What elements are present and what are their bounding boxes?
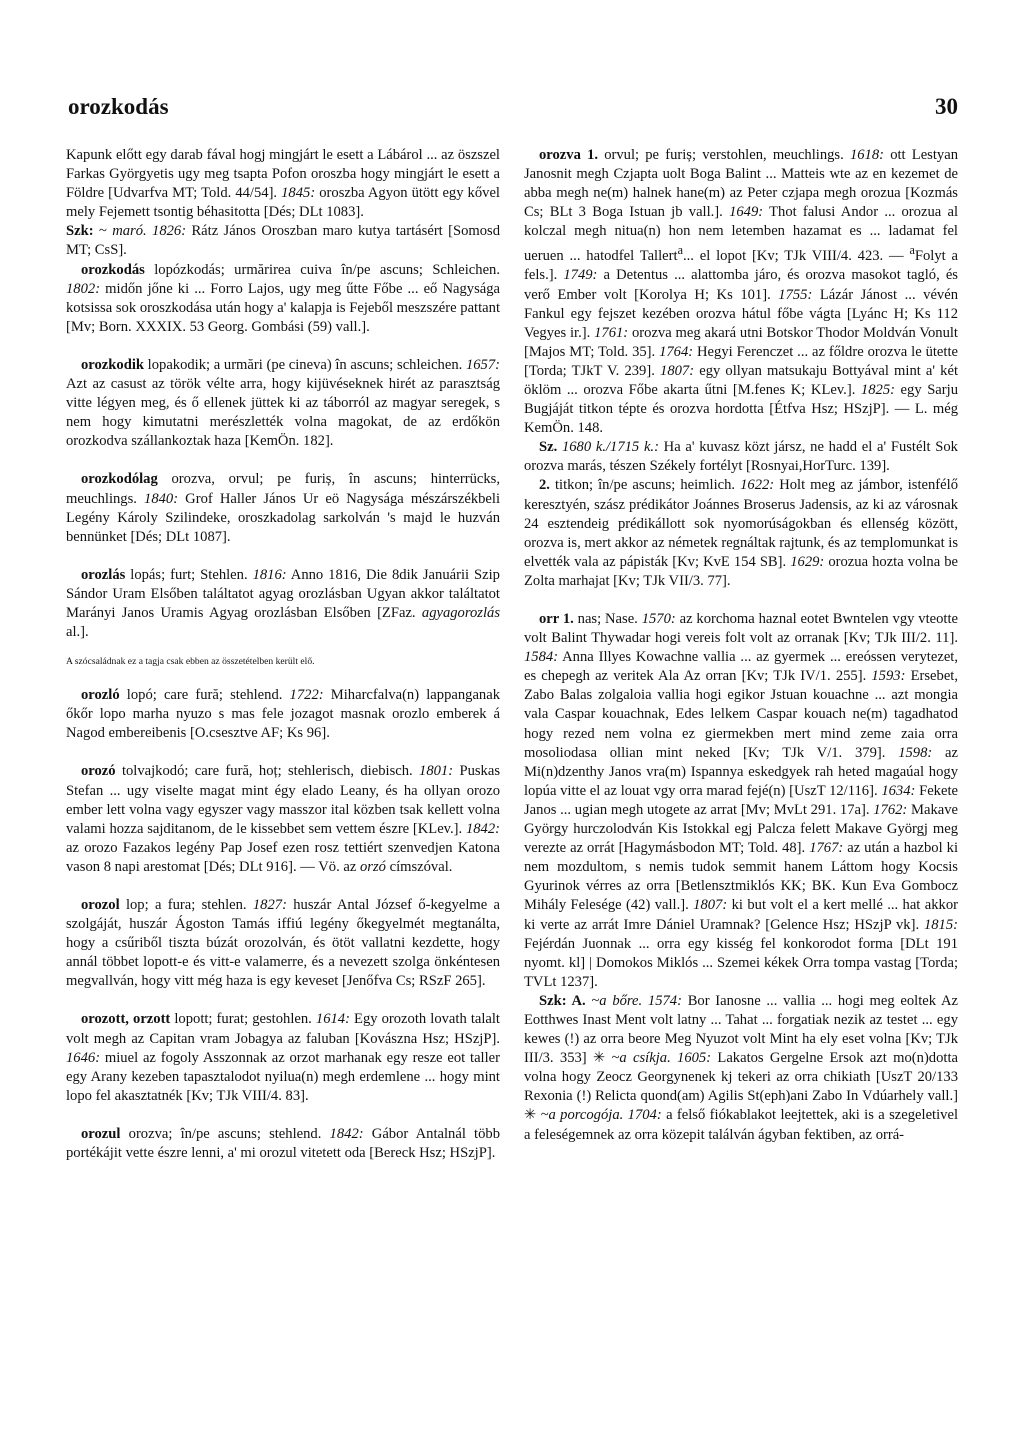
entry-text: egy ollyan matsukaju Bottyával mint a' két öklöm ... orozva Főbe akarta űtni [M.fenes K; KLev.].	[524, 362, 958, 398]
entry-year: 1593:	[871, 668, 906, 685]
entry-text: a Detentus ... alattomba járo, és orozva masokot tagló, és verő Ember volt [Korolya H; Ks 101].	[524, 267, 958, 303]
entry-text: Puskas Stefan ... ugy viselte magat mint égy elado Leany, és ha ollyan orozo ember lett volna vagy egyszer vagy masszor ital közben tsak kellett volna valami hozza sajditanom, de le kissebbet sem vettem észre [KLev.].	[66, 763, 500, 837]
entry-text: Egy orozoth lovath talalt volt megh az Capitan vram Jobagya az faluban [Kovászna Hsz; HSzjP].	[66, 1011, 500, 1047]
entry-headword: orozkodás	[81, 261, 145, 278]
entry-headword: orozlás	[81, 566, 126, 583]
entry-text: az után a hazbol ki nem mozdultom, s nemis tudok semmit hanem Láttom hogy Kocsis Gyurinok vérres az orra [Betlensztmiklós KK; BK. Kun Eva Gombocz Mihály Felesége (42) vall.].	[524, 840, 959, 914]
entry-year: 1605:	[677, 1050, 712, 1067]
entry-year: 1570:	[641, 611, 676, 628]
entry-text: ... el lopot [Kv; TJk VIII/4. 423. —	[682, 248, 910, 265]
entry-text: Thot falusi Andor ... orozua al kolczal megh nitua(n) hon nem letemben hazamat es ... ladamat fel ueruen ... hatodfel Tallert	[524, 204, 958, 265]
entry-headword: orozkodólag	[81, 471, 158, 488]
entry-text: lop; a fura; stehlen.	[119, 897, 253, 913]
entry-text: miuel az fogoly Asszonnak az orzot marhanak egy resze eot taller egy Arany kezeben tapasztalodot nyilua(n) megh erdemlene ... hogy mint lopo fel akasztatnék [Kv; TJk VIII/4. 83].	[66, 1049, 500, 1104]
entry-headword: orozott, orzott	[81, 1011, 171, 1028]
entry-text: lopakodik; a urmări (pe cineva) în ascuns; schleichen.	[144, 356, 466, 373]
entry-headword: orozló	[81, 687, 120, 704]
szk-label: Szk: A.	[539, 992, 586, 1009]
entry-year: 1825:	[860, 381, 895, 398]
entry-text: orozva; în/pe ascuns; stehlend.	[120, 1125, 330, 1142]
entry-text: Anna Illyes Kowachne vallia ... az gyermek ... ereóssen verytezet, es chepegh az veritek Ala Az orran [Kv; TJk IV/1. 255].	[524, 649, 958, 685]
entry-headword: orozó	[81, 763, 116, 780]
entry-text: címszóval.	[385, 858, 453, 875]
entry-headword: orozol	[81, 897, 120, 913]
entry-year: 1755:	[778, 286, 813, 303]
entry-year: maró. 1826:	[112, 223, 187, 240]
entry-text: Gábor Antalnál több portékájit vette észre lenni, a' mi orozul vitetett oda [Bereck Hsz; HSzjP].	[66, 1125, 500, 1162]
entry-text: Grof Haller János Ur eö Nagysága mészárszékbeli Legény Károly Szilindeke, oroszkadolag sarkolván 's majd le huzván bennünket [Dés; DLt 1087].	[66, 490, 500, 545]
entry-text: Makave György hurczolodván Kis Istokkal egj Palcza felett Makave Györgj meg verezte az orrát [Hagymásbodon MT; Told. 48].	[524, 801, 958, 857]
entry-year: 1840:	[144, 490, 179, 507]
entry-text: midőn jőne ki ... Forro Lajos, ugy meg űtte Főbe ... eő Nagysága kotsissa sok oroszkodása után hogy a' kalapja is Fejeből meszszére pattant [Mv; Born. XXXIX. 53 Georg. Gombási (59) vall.].	[66, 280, 500, 335]
entry-year: 1761:	[594, 324, 629, 341]
running-head: orozkodás	[68, 94, 169, 119]
dictionary-entry	[66, 762, 500, 877]
entry-text: orvul; pe furiș; verstohlen, meuchlings.	[598, 147, 850, 163]
entry-text: tolvajkodó; care fură, hoț; stehlerisch, diebisch.	[115, 763, 420, 780]
entry-italic: orzó	[359, 858, 386, 875]
page-number: 30	[935, 94, 958, 119]
entry-text: Rátz János Oroszban maro kutya tartásért [Somosd MT; CsS].	[66, 223, 500, 259]
entry-year: 1680 k./1715 k.:	[557, 439, 659, 456]
footnote-mark: a	[909, 243, 915, 258]
entry-text: Ersebet, Zabo Balas zolgaloia vallia hogi egikor Jstuan kouachne ... azt mongia vala Caspar kouachnak, Edes lelkem Caspar kouach ne(m) tagadhatod hogy rezed nem volna ez giermekben mert mind zeme zaia orra mosoliodasa ollian mint neked [Kv; TJk V/1. 379].	[524, 668, 958, 761]
entry-headword: orozkodik	[81, 356, 144, 373]
editor-note: A szócsaládnak ez a tagja csak ebben az összetételben került elő.	[66, 656, 315, 668]
entry-text: Azt az casust az török vélte arra, hogy kijüvéseknek hirét az parasztság vitte légyen meg, és ő ellenek jüttek ki az táborról az magyar seregek, s nem hogy kimutatni merészlették volna magokat, de az erdőkön orozkodva szállankoztak haza [KemÖn. 182].	[66, 376, 500, 450]
entry-year: 1762:	[873, 801, 908, 818]
entry-year: 1584:	[524, 649, 559, 666]
entry-year: 1807:	[660, 362, 695, 379]
entry-text: egy Sarju Bugjáját titkon tépte és orozva hordotta [Étfva Hsz; HSzjP]. — L. még KemÖn. 148.	[524, 381, 958, 437]
entry-text: lopó; care fură; stehlend.	[119, 687, 290, 704]
entry-text: az korchoma haznal eotet Bwntelen vgy vteotte volt Balint Thywadar hogi vereis folt volt az orranak [Kv; TJk III/2. 11].	[524, 611, 958, 647]
dictionary-entry	[66, 566, 500, 642]
dictionary-entry	[66, 470, 500, 546]
entry-year: 1764:	[659, 343, 694, 360]
entry-text: Lázár Jánost ... vévén Fankul egy fejszet kezében orozva hátul főbe vágta [Lyánc H; Ks 112 Vegyes ir.].	[524, 286, 959, 341]
entry-text: oroszba Agyon ütött egy kővel mely Fejemett tsontig béhasitotta [Dés; DLt 1083].	[66, 185, 500, 221]
entry-year: 1629:	[790, 553, 825, 570]
right-column	[524, 146, 958, 1164]
entry-year: 1574:	[647, 992, 682, 1009]
entry-year: 1816:	[252, 566, 287, 583]
entry-text: Anno 1816, Die 8dik Januárii Szip Sándor Uram Elsőben találtatot agyag orozlásban Ugyan akkor találtatot Marányi Janos Uramis Agyag orozlásban Elsőben [ZFaz.	[66, 566, 500, 621]
entry-text: nas; Nase.	[573, 611, 642, 628]
entry-text: Bor Ianosne ... vallia ... hogi meg eoltek Az Eotthwes Inast Ment volt latny ... Tahat ... forgatiak nezik az testet ... egy kewes (!) az orra beore Meg Nyuzot volt Mint ha ely eset volna [Kv; TJk III/3. 353] ✳	[524, 992, 958, 1067]
entry-text: Folyt a fels.].	[524, 248, 959, 284]
entry-text: orozua hozta volna be Zolta marhajat [Kv; TJk VII/3. 77].	[524, 553, 958, 589]
entry-italic: ~a bőre.	[585, 992, 648, 1009]
entry-text: Kapunk előtt egy darab fával hogj mingjárt le esett a Lábárol ... az öszszel Farkas Györgyetis ugy meg tsapta Pofon oroszba hogy mingjárt le esett a Földre [Udvarfva MT; Told. 44/54].	[66, 147, 500, 202]
dictionary-entry	[66, 356, 500, 451]
dictionary-entry	[524, 610, 958, 1145]
entry-year: 1618:	[849, 147, 885, 163]
entry-year: 1827:	[252, 897, 287, 913]
entry-text: Hegyi Ferenczet ... az főldre orozva le ütette [Torda; TJkT V. 239].	[524, 343, 958, 379]
entry-year: 1704:	[627, 1107, 662, 1124]
entry-text: lopott; furat; gestohlen.	[170, 1011, 316, 1028]
entry-text: titkon; în/pe ascuns; heimlich.	[549, 477, 741, 494]
entry-year: 1649:	[729, 204, 764, 221]
dictionary-entry	[66, 686, 500, 743]
entry-text: az orozo Fazakos legény Pap Josef ezen rosz tettiért szenvedjen Katona vason 8 napi arestomat [Dés; DLt 916]. — Vö. az	[66, 839, 500, 875]
page-header	[68, 94, 958, 124]
footnote-mark: a	[677, 243, 683, 258]
entry-text: a felső fiókablakot leejtettek, aki is a szegeletivel a feleségemnek az orra közepit találván ágyban fektiben, az orrá-	[524, 1107, 958, 1143]
entry-text: Miharcfalva(n) lappanganak őkőr lopo marha nyuzo s mas fele jozagot masnak orozlo emberek á Nagod embereibenis [O.csesztve AF; Ks 96].	[66, 687, 500, 742]
entry-continuation	[66, 146, 500, 261]
entry-italic: agyagorozlás	[421, 604, 500, 621]
entry-text: al.].	[66, 624, 89, 641]
entry-text: ~	[93, 223, 113, 240]
entry-text: ott Lestyan Janosnit megh Czjapta uolt Boga Balint ... Matteis wte az en kezemet de abba megh ne(m) halnek hane(m) az Peter czjapa megh orozua [Kozmás Cs; BLt 3 Boga Istuan jb vall.].	[524, 147, 958, 221]
entry-text: orozva meg akará utni Botskor Thodor Moldván Vonult [Majos MT; Told. 35].	[524, 324, 958, 360]
entry-headword: orr 1.	[539, 611, 574, 628]
entry-year: 1842:	[329, 1125, 364, 1142]
entry-headword: orozul	[81, 1125, 121, 1142]
entry-text: huszár Antal József ő-kegyelme a szolgáját, huszár Ágoston Tamás iffiú legény őkegyelmét megtanálta, hogy a csűriből tiszta búzát orozolván, és ötöt vallatni kezdette, hogy annál többet lopott-e és vitt-e valamerre, és a nevezett szolga önkéntesen megvallván, hogy vitt még haza is egy keveset [Jenőfva Cs; RSzF 265].	[66, 897, 500, 990]
entry-text: lopás; furt; Stehlen.	[125, 566, 253, 583]
entry-year: 1614:	[315, 1011, 350, 1028]
entry-text: orozva, orvul; pe furiș, în ascuns; hinterrücks, meuchlings.	[66, 471, 500, 507]
dictionary-entry	[66, 1125, 500, 1163]
entry-year: 1842:	[465, 820, 500, 837]
entry-year: 1598:	[898, 744, 933, 761]
dictionary-entry	[66, 261, 500, 337]
entry-italic: ~a csíkja.	[611, 1050, 678, 1067]
dictionary-entry	[66, 896, 500, 991]
entry-year: 1802:	[66, 280, 101, 297]
entry-year: 1646:	[66, 1049, 101, 1066]
entry-text: Fekete Janos ... ugian megh utogete az arrat [Mv; MvLt 291. 17a].	[524, 782, 958, 818]
entry-year: 1801:	[419, 763, 454, 780]
entry-year: 1767:	[809, 840, 844, 857]
dictionary-entry	[524, 146, 958, 591]
entry-text: Ha a' kuvasz közt jársz, ne hadd el a' Fustélt Sok orozva marás, tészen Székely fortélyt [Rosnyai,HorTurc. 139].	[524, 439, 958, 475]
szk-label: Szk:	[66, 223, 94, 240]
entry-text: Fejérdán Juonnak ... orra egy kisség fel konkorodot forma [DLt 191 nyomt. kl] | Domokos Miklós ... Szemei kékek Orra tompa vastag [Torda; TVLt 1237].	[524, 935, 958, 990]
entry-text: lopózkodás; urmărirea cuiva în/pe ascuns; Schleichen.	[144, 261, 500, 278]
entry-italic: ~a porcogója.	[540, 1107, 628, 1124]
entry-text: Lakatos Gergelne Ersok azt mo(n)dotta volna hogy Zeocz Georgynenek kj tekeri az orra chikiath [UszT 20/133 Rexonia (!) Relicta quond(am) Agilis St(eph)ani Zabo In Vdúarhely vall.] ✳	[524, 1050, 958, 1124]
entry-year: 1622:	[740, 477, 775, 494]
entry-year: 1807:	[693, 897, 728, 914]
entry-text: Holt meg az jámbor, istenfélő keresztyén, szász prédikátor Joánnes Broserus Jadensis, az ki az városnak 24 esztendeig prédikállott sok nyomorúságokban és ellenség között, orozva is, mert akkor az németek regnáltak rajtunk, és az templomunkat is elvették vala az pápisták [Kv; KvE 154 SB].	[524, 477, 959, 570]
entry-year: 1815:	[923, 916, 958, 933]
szk-label: Sz.	[539, 439, 558, 456]
entry-year: 1845:	[281, 185, 316, 202]
sense-number: 2.	[539, 477, 550, 494]
entry-text: az Mi(n)dzenthy Janos vra(m) Ispannya eskedgyek rah heted magaúal hogy lopúa vitte el az louat vgy orra marad fejé(n) [UszT 12/116].	[524, 744, 958, 799]
entry-year: 1657:	[465, 356, 500, 373]
entry-year: 1722:	[289, 687, 324, 704]
dictionary-entry	[66, 1010, 500, 1105]
entry-year: 1634:	[881, 782, 916, 799]
left-column	[66, 146, 500, 1182]
entry-year: 1749:	[563, 267, 598, 284]
entry-headword: orozva 1.	[539, 147, 599, 163]
entry-text: ki but volt el a kert mellé ... hat akkor ki verte az arrát Imre Dániel Uramnak? [Gelence Hsz; HSzjP vk].	[524, 897, 958, 933]
